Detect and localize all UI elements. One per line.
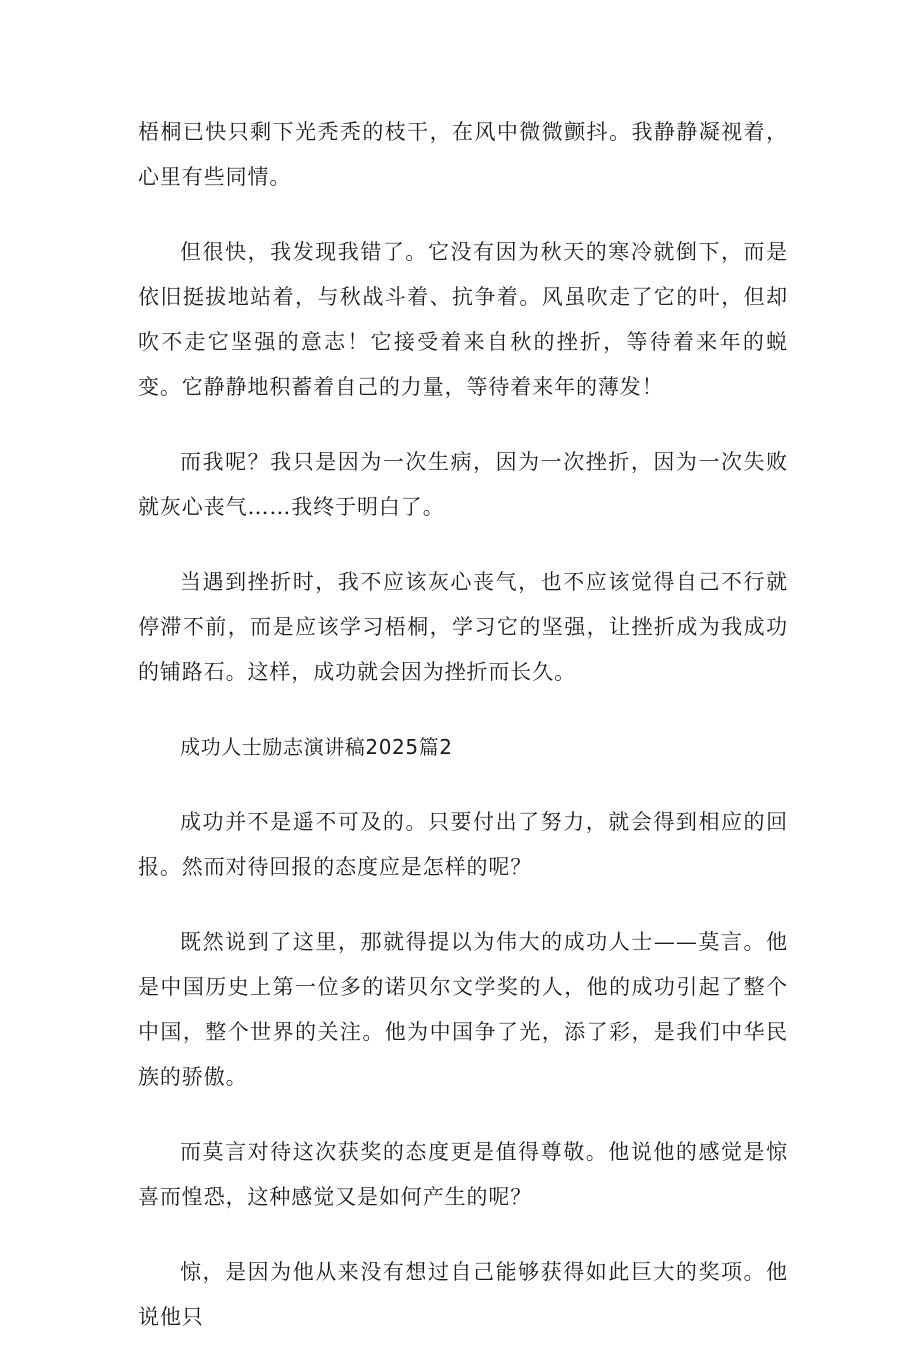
document-body [138, 110, 788, 1370]
paragraph: 而莫言对待这次获奖的态度更是值得尊敬。他说他的感觉是惊喜而惶恐，这种感觉又是如何产生的呢？ [138, 1140, 788, 1209]
paragraph: 但很快，我发现我错了。它没有因为秋天的寒冷就倒下，而是依旧挺拔地站着，与秋战斗着、抗争着。风虽吹走了它的叶，但却吹不走它坚强的意志！它接受着来自秋的挫折，等待着来年的蜕变。它静静地积蓄着自己的力量，等待着来年的薄发！ [138, 240, 788, 399]
paragraph: 成功并不是遥不可及的。只要付出了努力，就会得到相应的回报。然而对待回报的态度应是怎样的呢？ [138, 810, 788, 879]
section-heading: 成功人士励志演讲稿2025篇2 [180, 735, 453, 759]
paragraph: 当遇到挫折时，我不应该灰心丧气，也不应该觉得自己不行就停滞不前，而是应该学习梧桐，学习它的坚强，让挫折成为我成功的铺路石。这样，成功就会因为挫折而长久。 [138, 570, 788, 684]
paragraph: 梧桐已快只剩下光秃秃的枝干，在风中微微颤抖。我静静凝视着，心里有些同情。 [138, 120, 788, 189]
paragraph: 而我呢？我只是因为一次生病，因为一次挫折，因为一次失败就灰心丧气……我终于明白了。 [138, 450, 788, 519]
paragraph: 既然说到了这里，那就得提以为伟大的成功人士——莫言。他是中国历史上第一位多的诺贝尔文学奖的人，他的成功引起了整个中国，整个世界的关注。他为中国争了光，添了彩，是我们中华民族的骄傲。 [138, 930, 788, 1089]
paragraph: 惊，是因为他从来没有想过自己能够获得如此巨大的奖项。他说他只 [138, 1260, 788, 1329]
